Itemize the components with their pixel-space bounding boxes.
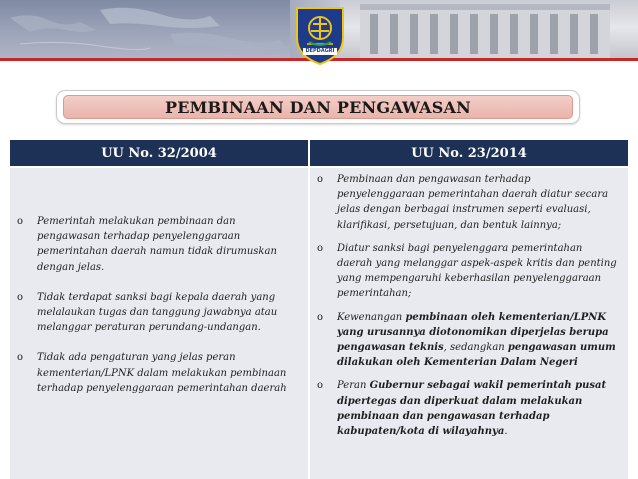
- list-item: [10, 214, 300, 275]
- cell-left: [10, 168, 308, 479]
- list-item: [310, 172, 618, 233]
- item-text-bold: pengawasan umum dilakukan oleh Kementerian Dalam Negeri: [337, 342, 616, 369]
- left-list: [10, 168, 308, 396]
- bullet-icon: o: [317, 174, 324, 185]
- title-bar: [56, 90, 580, 124]
- bullet-icon: o: [317, 242, 324, 254]
- right-list: [310, 168, 628, 439]
- bullet-icon: o: [17, 352, 24, 364]
- item-text: Diatur sanksi bagi penyelenggara pemerintahan daerah yang melanggar aspek-aspek kritis dan penting yang mempengaruhi keberhasilan penyelenggaraan pemerintahan;: [337, 242, 617, 300]
- column-header-left: [10, 140, 308, 166]
- bullet-icon: o: [317, 380, 324, 392]
- item-text-bold: pembinaan oleh kementerian/LPNK yang urusannya diotonomikan diperjelas berupa pengawasan teknis: [337, 311, 609, 354]
- title-panel: [63, 95, 573, 119]
- list-item: [310, 241, 618, 302]
- item-text-bold: Gubernur sebagai wakil pemerintah pusat dipertegas dan diperkuat dalam melakukan pembinaan dan pengawasan terhadap kabupaten/kota di wilayahnya: [337, 380, 607, 438]
- list-item: [310, 378, 618, 439]
- item-text: Tidak terdapat sanksi bagi kepala daerah yang melalaukan tugas dan tanggung jawabnya atau melanggar peraturan perundang-undangan.: [37, 291, 278, 334]
- slide-title: PEMBINAAN DAN PENGAWASAN: [165, 97, 471, 117]
- item-text-plain: .: [504, 426, 508, 438]
- bullet-icon: o: [317, 311, 324, 323]
- item-text: Pembinaan dan pengawasan terhadap penyelenggaraan pemerintahan daerah diatur secara jelas dengan berbagai instrumen seperti evaluasi, klarifikasi, persetujuan, dan bentuk lainnya;: [337, 174, 609, 231]
- item-text-plain: Peran: [337, 380, 370, 392]
- bullet-icon: o: [17, 216, 24, 227]
- list-item: [10, 290, 300, 336]
- item-text-plain: Kewenangan: [337, 311, 406, 323]
- logo-text: DEPDAGRI: [305, 48, 335, 54]
- column-header-label: UU No. 32/2004: [101, 145, 217, 161]
- list-item: [310, 310, 618, 371]
- item-text: Tidak ada pengaturan yang jelas peran kementerian/LPNK dalam melakukan pembinaan terhadap penyelenggaraan pemerintahan daerah: [37, 352, 287, 394]
- list-item: [10, 350, 300, 396]
- depdagri-logo: [289, 4, 351, 66]
- bullet-icon: o: [17, 291, 24, 303]
- item-text: Pemerintah melakukan pembinaan dan pengawasan terhadap penyelenggaraan pemerintahan daerah namun tidak dirumuskan dengan jelas.: [37, 216, 277, 273]
- item-text-plain: , sedangkan: [443, 342, 508, 354]
- column-header-right: [310, 140, 628, 166]
- column-header-label: UU No. 23/2014: [411, 145, 527, 161]
- cell-right: [310, 168, 628, 479]
- header-banner: [0, 0, 638, 80]
- comparison-table: [10, 140, 628, 479]
